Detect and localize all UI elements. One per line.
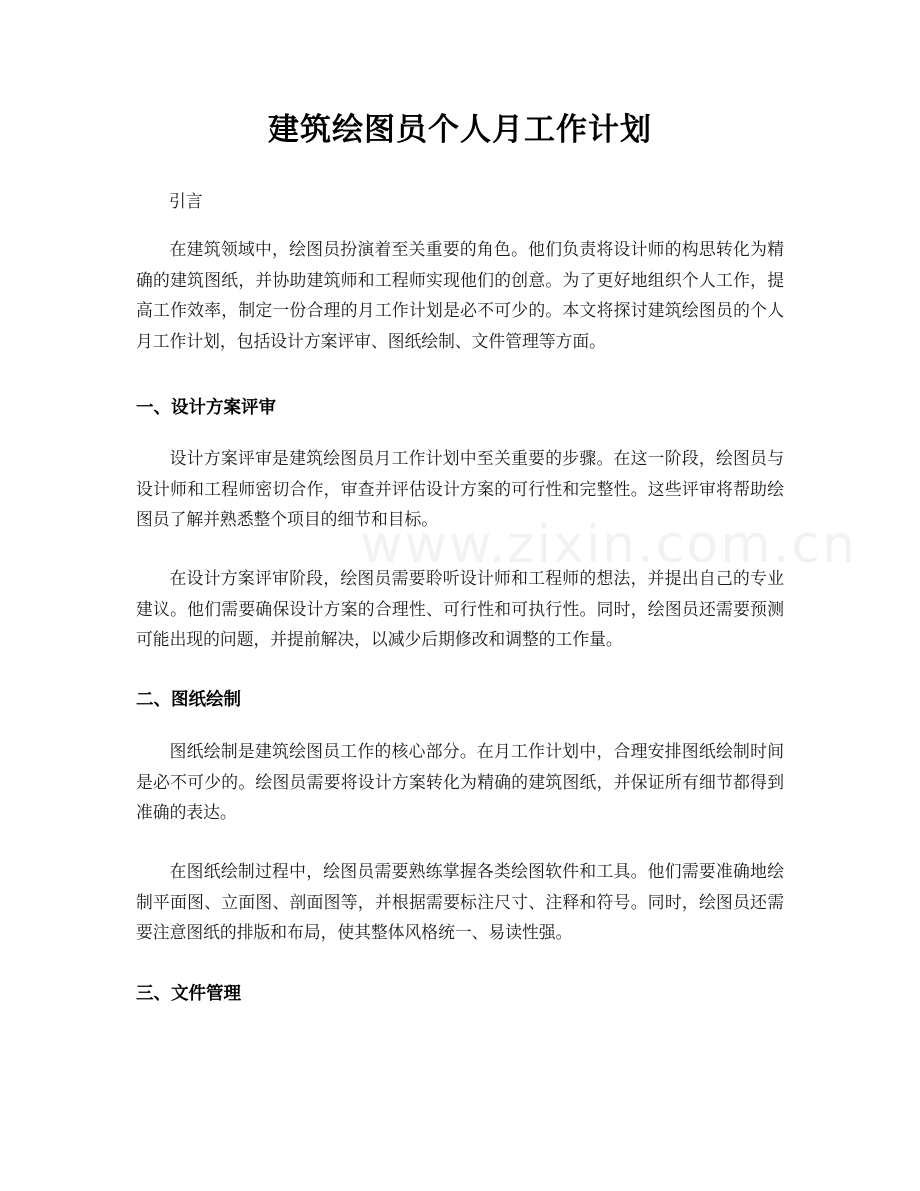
intro-label: 引言 — [169, 191, 203, 211]
document-title: 建筑绘图员个人月工作计划 — [268, 112, 652, 148]
section-2-paragraph-2: 在图纸绘制过程中，绘图员需要熟练掌握各类绘图软件和工具。他们需要准确地绘制平面图、立面图、剖面图等，并根据需要标注尺寸、注释和符号。同时，绘图员还需要注意图纸的排版和布局，使其整体风格统一、易读性强。 — [136, 861, 784, 942]
section-2-paragraph-1: 图纸绘制是建筑绘图员工作的核心部分。在月工作计划中，合理安排图纸绘制时间是必不可少的。绘图员需要将设计方案转化为精确的建筑图纸，并保证所有细节都得到准确的表达。 — [136, 741, 784, 822]
watermark: www.zixin.com.cn — [360, 515, 857, 575]
intro-paragraph: 在建筑领域中，绘图员扮演着至关重要的角色。他们负责将设计师的构思转化为精确的建筑图纸，并协助建筑师和工程师实现他们的创意。为了更好地组织个人工作，提高工作效率，制定一份合理的月工作计划是必不可少的。本文将探讨建筑绘图员的个人月工作计划，包括设计方案评审、图纸绘制、文件管理等方面。 — [136, 239, 784, 351]
section-heading-1: 一、设计方案评审 — [136, 398, 276, 418]
section-1-paragraph-2: 在设计方案评审阶段，绘图员需要聆听设计师和工程师的想法，并提出自己的专业建议。他们需要确保设计方案的合理性、可行性和可执行性。同时，绘图员还需要预测可能出现的问题，并提前解决，以减少后期修改和调整的工作量。 — [136, 568, 784, 649]
section-heading-2: 二、图纸绘制 — [136, 690, 241, 710]
section-heading-3: 三、文件管理 — [136, 984, 241, 1004]
section-1-paragraph-1: 设计方案评审是建筑绘图员月工作计划中至关重要的步骤。在这一阶段，绘图员与设计师和工程师密切合作，审查并评估设计方案的可行性和完整性。这些评审将帮助绘图员了解并熟悉整个项目的细节和目标。 — [136, 448, 784, 529]
